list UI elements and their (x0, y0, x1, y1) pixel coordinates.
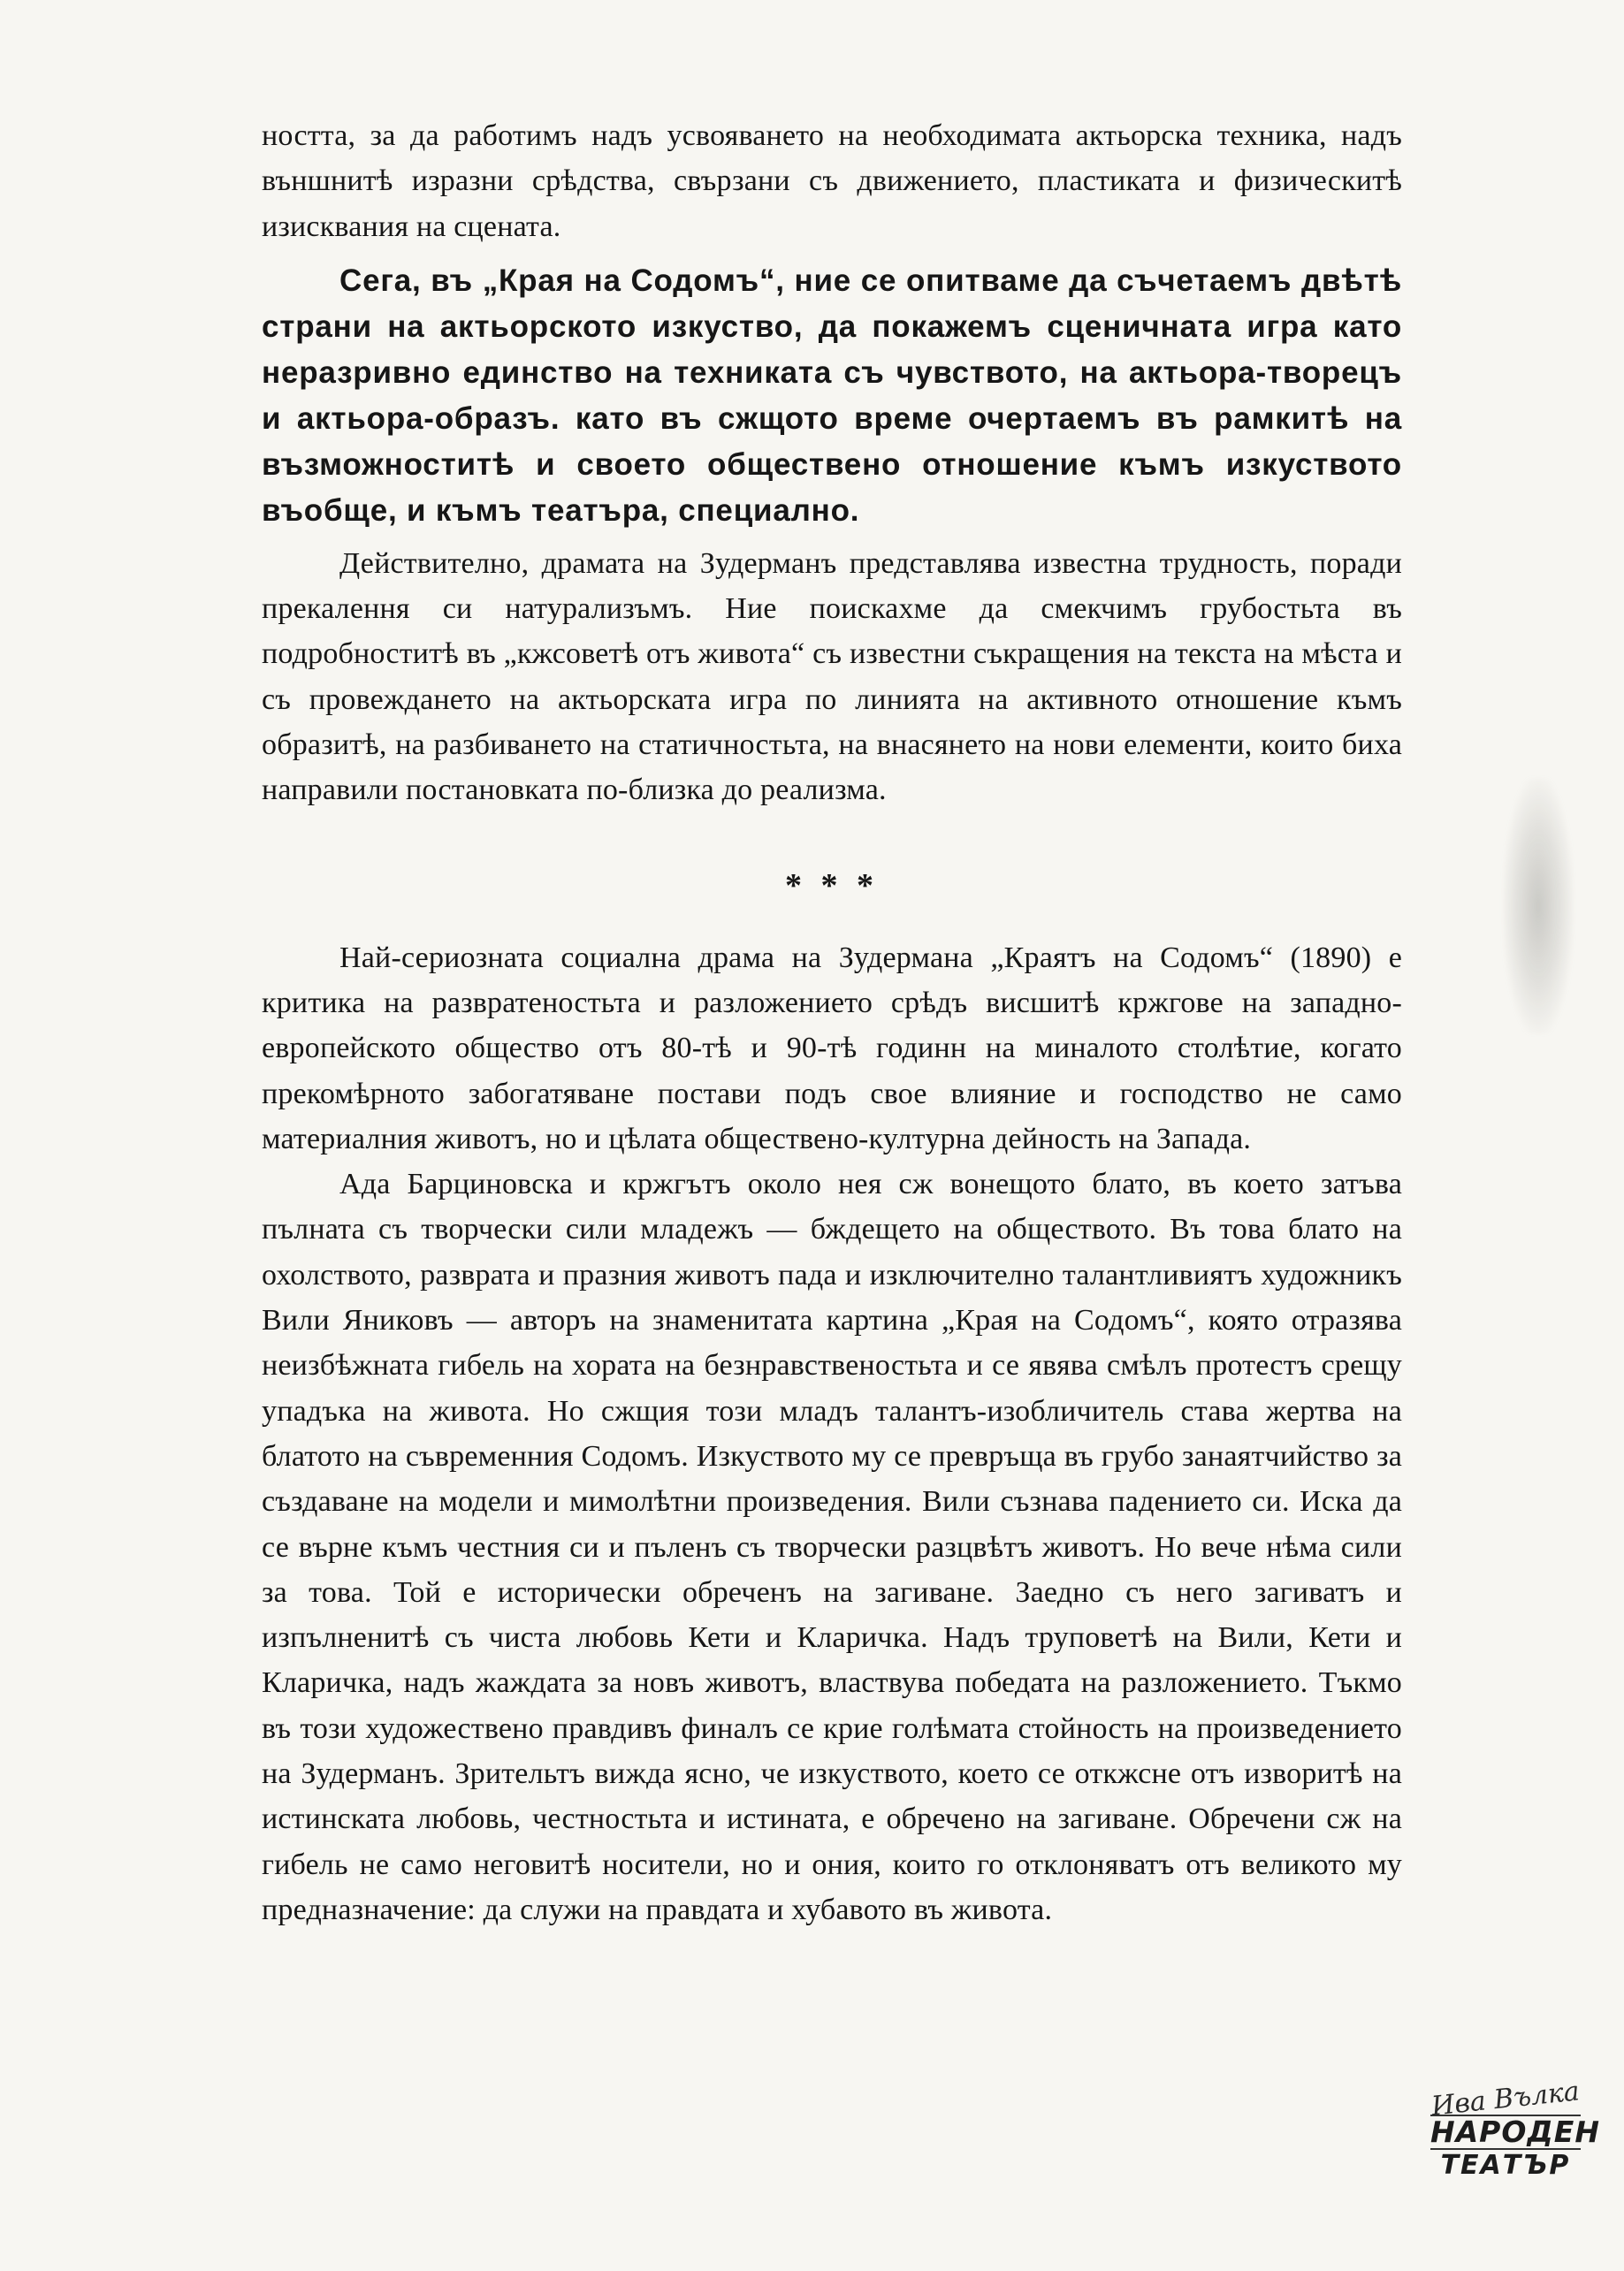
logo-line-2: ТЕАТЪР (1440, 2150, 1571, 2181)
paragraph-3: Действително, драмата на Зудерманъ представлява известна трудность, поради прекалення си натурализъмъ. Ние поискахме да смекчимъ грубостьта въ подробноститѣ въ „кжсоветѣ отъ живота“ съ известни съкращения на текста на мѣста и съ провеждането на актьорската игра по линията на активното отношение къмъ образитѣ, на разбиването на статичностьта, на внасянето на нови елементи, които биха направили постановката по-близка до реализма. (262, 546, 1402, 807)
logo-signature: Ива Вълка (1430, 2076, 1582, 2122)
paragraph-1: ността, за да работимъ надъ усвояването на необходимата актьорска техника, надъ външнитѣ изразни срѣдства, свързани съ движението, пластиката и физическитѣ изисквания на сцената. (262, 119, 1402, 243)
logo-line-1: НАРОДЕН (1430, 2115, 1600, 2149)
paragraph-4: Най-сериозната социална драма на Зудермана „Краятъ на Содомъ“ (1890) е критика на развратеностьта и разложението срѣдъ висшитѣ кржгове на западно-европейското общество отъ 80-тѣ и 90-тѣ годинн на миналото столѣтие, когато прекомѣрното забогатяване постави подъ свое влияние и господство не само материалния животъ, но и цѣлата обществено-културна дейность на Запада. (262, 941, 1402, 1155)
national-theatre-logo (1430, 2076, 1600, 2226)
bleed-through-stain (1503, 778, 1574, 1034)
paragraph-2-bold: Сега, въ „Края на Содомъ“, ние се опитваме да съчетаемъ двѣтѣ страни на актьорското изкуство, да покажемъ сценичната игра като неразривно единство на техниката съ чувството, на актьора-творецъ и актьора-образъ. като въ сжщото време очертаемъ въ рамкитѣ на възможноститѣ и своето обществено отношение къмъ изкуството въобще, и къмъ театъра, специално. (262, 263, 1402, 528)
article-body (262, 113, 1402, 1932)
section-separator: * * * (785, 866, 879, 904)
paragraph-5: Ада Барциновска и кржгътъ около нея сж вонещото блато, въ което затъва пълната съ творчески сили младежъ — бждещето на обществото. Въ това блато на охолството, разврата и празния животъ пада и изключително талантливиятъ художникъ Вили Яниковъ — авторъ на знаменитата картина „Края на Содомъ“, която отразява неизбѣжната гибель на хората на безнравственостьта и се явява смѣлъ протестъ срещу упадъка на живота. Но сжщия този младъ талантъ-изобличитель става жертва на блатото на съвременния Содомъ. Изкуството му се превръща въ грубо занаятчийство за създаване на модели и мимолѣтни произведения. Вили съзнава падението си. Иска да се върне къмъ честния си и пъленъ съ творчески разцвѣтъ животъ. Но вече нѣма сили за това. Той е исторически обреченъ на загиване. Заедно съ него загиватъ и изпълненитѣ съ чиста любовь Кети и Кларичка. Надъ труповетѣ на Вили, Кети и Кларичка, надъ жаждата за новъ животъ, властвува победата на разложението. Тъкмо въ този художествено правдивъ финалъ се крие голѣмата стойность на произведението на Зудерманъ. Зрительтъ вижда ясно, че изкуството, което се откжсне отъ изворитѣ на истинската любовь, честностьта и истината, е обречено на загиване. Обречени сж на гибель не само неговитѣ носители, но и ония, които го отклоняватъ отъ великото му предназначение: да служи на правдата и хубавото въ живота. (262, 1168, 1402, 1926)
